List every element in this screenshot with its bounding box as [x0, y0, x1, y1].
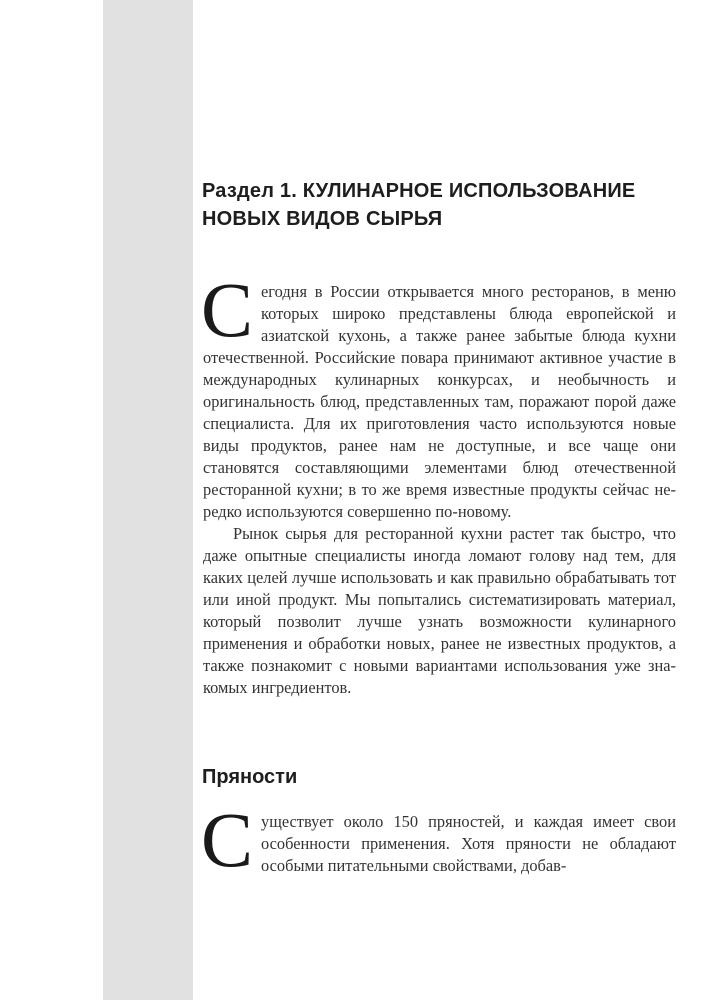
spices-paragraph — [201, 796, 676, 883]
intro-paragraph — [201, 266, 676, 523]
intro-dropcap-letter: С — [201, 266, 254, 353]
spices-subheading: Пряности — [202, 766, 298, 788]
section-heading-line1: Раздел 1. КУЛИНАРНОЕ ИСПОЛЬЗОВАНИЕ — [202, 180, 636, 202]
spices-dropcap-letter: С — [201, 796, 254, 883]
section-heading-line2: НОВЫХ ВИДОВ СЫРЬЯ — [202, 207, 443, 230]
market-paragraph-text: Рынок сырья для ресторанной кухни растет так быстро, что даже опытные специалисты иногда ломают голову над тем, для каких целей лучше использовать и как правильно обрабатывать тот или иной продукт. Мы попытались систематизировать материал, который позволит лучше узнать возможности кулинарного применения и обработки новых, ранее не известных продуктов, а также познакомит с новыми вариантами использования уже знакомых ингредиентов. — [203, 524, 676, 697]
left-gutter-bar — [103, 0, 193, 1000]
spices-paragraph-text: уществует около 150 пряностей, и каждая имеет свои особенности применения. Хотя пряности не обладают особыми питательными свойствами, добав- — [261, 812, 676, 875]
intro-paragraph-text: егодня в России открывается много ресторанов, в меню которых широко представлены блюда европейской и азиатской кухонь, а также ранее забытые блюда кухни отечественной. Российские повара принимают активное участие в международных кулинарных конкурсах, и необычность и оригинальность блюд, представленных там, поражают порой даже специалиста. Для их приготовления часто используются новые виды продуктов, ранее нам не доступные, и все чаще они становятся составляющими элементами блюд отечественной ресторанной кухни; в то же время известные продукты сейчас нередко используются совершенно по-новому. — [203, 282, 676, 521]
intro-text-block — [201, 266, 676, 699]
spices-text-block — [201, 796, 676, 883]
market-paragraph — [203, 523, 676, 699]
section-heading — [202, 178, 635, 233]
